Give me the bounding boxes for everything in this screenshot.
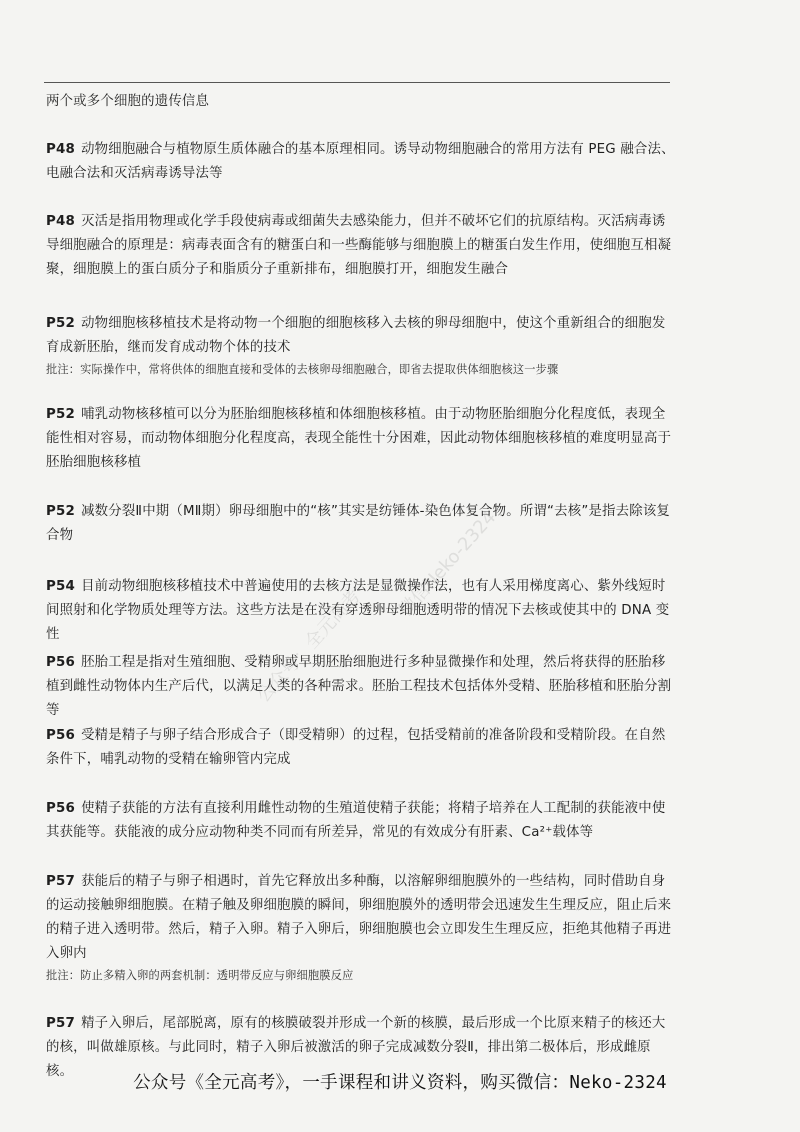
page-ref: P52 — [46, 316, 76, 331]
paragraph-5 — [46, 500, 676, 548]
paragraph-4 — [46, 403, 676, 475]
page-ref: P56 — [46, 801, 76, 816]
footer-promo: 公众号《全元高考》，一手课程和讲义资料，购买微信：Neko-2324 — [133, 1073, 667, 1093]
page-ref: P52 — [46, 407, 76, 422]
header-rule — [44, 82, 670, 83]
page-ref: P56 — [46, 728, 76, 743]
paragraph-text: 动物细胞融合与植物原生质体融合的基本原理相同。诱导动物细胞融合的常用方法有 PEG 融合法、电融合法和灭活病毒诱导法等 — [46, 142, 675, 181]
paragraph-3 — [46, 312, 676, 380]
paragraph-text: 减数分裂Ⅱ中期（MⅡ期）卵母细胞中的“核”其实是纺锤体-染色体复合物。所谓“去核”是指去除该复合物 — [46, 504, 671, 543]
paragraph-text: 受精是精子与卵子结合形成合子（即受精卵）的过程，包括受精前的准备阶段和受精阶段。在自然条件下，哺乳动物的受精在输卵管内完成 — [46, 728, 666, 767]
paragraph-9 — [46, 797, 676, 845]
header-text: 两个或多个细胞的遗传信息 — [46, 94, 210, 109]
annotation-note: 批注：防止多精入卵的两套机制：透明带反应与卵细胞膜反应 — [46, 969, 354, 982]
page-ref: P48 — [46, 214, 76, 229]
paragraph-text: 使精子获能的方法有直接利用雌性动物的生殖道使精子获能；将精子培养在人工配制的获能液中使其获能等。获能液的成分应动物种类不同而有所差异，常见的有效成分有肝素、Ca²⁺载体等 — [46, 801, 666, 840]
header-line — [46, 90, 676, 114]
page-ref: P57 — [46, 1016, 76, 1031]
page-ref: P56 — [46, 655, 76, 670]
page-ref: P54 — [46, 579, 76, 594]
annotation-note: 批注：实际操作中，常将供体的细胞直接和受体的去核卵母细胞融合，即省去提取供体细胞核这一步骤 — [46, 363, 559, 376]
watermark-account: 公众号：全元高考 — [252, 585, 365, 707]
paragraph-1 — [46, 138, 676, 186]
paragraph-text: 哺乳动物核移植可以分为胚胎细胞核移植和体细胞核移植。由于动物胚胎细胞分化程度低，表现全能性相对容易，而动物体细胞分化程度高，表现全能性十分困难，因此动物体细胞核移植的难度明显高于胚胎细胞核移植 — [46, 407, 672, 470]
paragraph-text: 目前动物细胞核移植技术中普遍使用的去核方法是显微操作法，也有人采用梯度离心、紫外线短时间照射和化学物质处理等方法。这些方法是在没有穿透卵母细胞透明带的情况下去核或使其中的 DNA 变性 — [46, 579, 670, 642]
paragraph-text: 灭活是指用物理或化学手段使病毒或细菌失去感染能力，但并不破坏它们的抗原结构。灭活病毒诱导细胞融合的原理是：病毒表面含有的糖蛋白和一些酶能够与细胞膜上的糖蛋白发生作用，使细胞互相凝聚，细胞膜上的蛋白质分子和脂质分子重新排布，细胞膜打开，细胞发生融合 — [46, 214, 672, 277]
paragraph-10 — [46, 870, 676, 986]
page-ref: P52 — [46, 504, 76, 519]
paragraph-6 — [46, 575, 676, 647]
paragraph-7 — [46, 651, 676, 723]
paragraph-text: 动物细胞核移植技术是将动物一个细胞的细胞核移入去核的卵母细胞中，使这个重新组合的细胞发育成新胚胎，继而发育成动物个体的技术 — [46, 316, 666, 355]
paragraph-text: 获能后的精子与卵子相遇时，首先它释放出多种酶，以溶解卵细胞膜外的一些结构，同时借助自身的运动接触卵细胞膜。在精子触及卵细胞膜的瞬间，卵细胞膜外的透明带会迅速发生生理反应，阻止后来的精子进入透明带。然后，精子入卵。精子入卵后，卵细胞膜也会立即发生生理反应，拒绝其他精子再进入卵内 — [46, 874, 672, 961]
paragraph-text: 胚胎工程是指对生殖细胞、受精卵或早期胚胎细胞进行多种显微操作和处理，然后将获得的胚胎移植到雌性动物体内生产后代，以满足人类的各种需求。胚胎工程技术包括体外受精、胚胎移植和胚胎分割等 — [46, 655, 672, 718]
paragraph-text: 精子入卵后，尾部脱离，原有的核膜破裂并形成一个新的核膜，最后形成一个比原来精子的核还大的核，叫做雄原核。与此同时，精子入卵后被激活的卵子完成减数分裂Ⅱ，排出第二极体后，形成雌原核。 — [46, 1016, 666, 1079]
paragraph-2 — [46, 210, 676, 282]
page-ref: P48 — [46, 142, 76, 157]
page-ref: P57 — [46, 874, 76, 889]
paragraph-8 — [46, 724, 676, 772]
watermark-wechat: 微信Neko-2324 — [394, 507, 501, 621]
